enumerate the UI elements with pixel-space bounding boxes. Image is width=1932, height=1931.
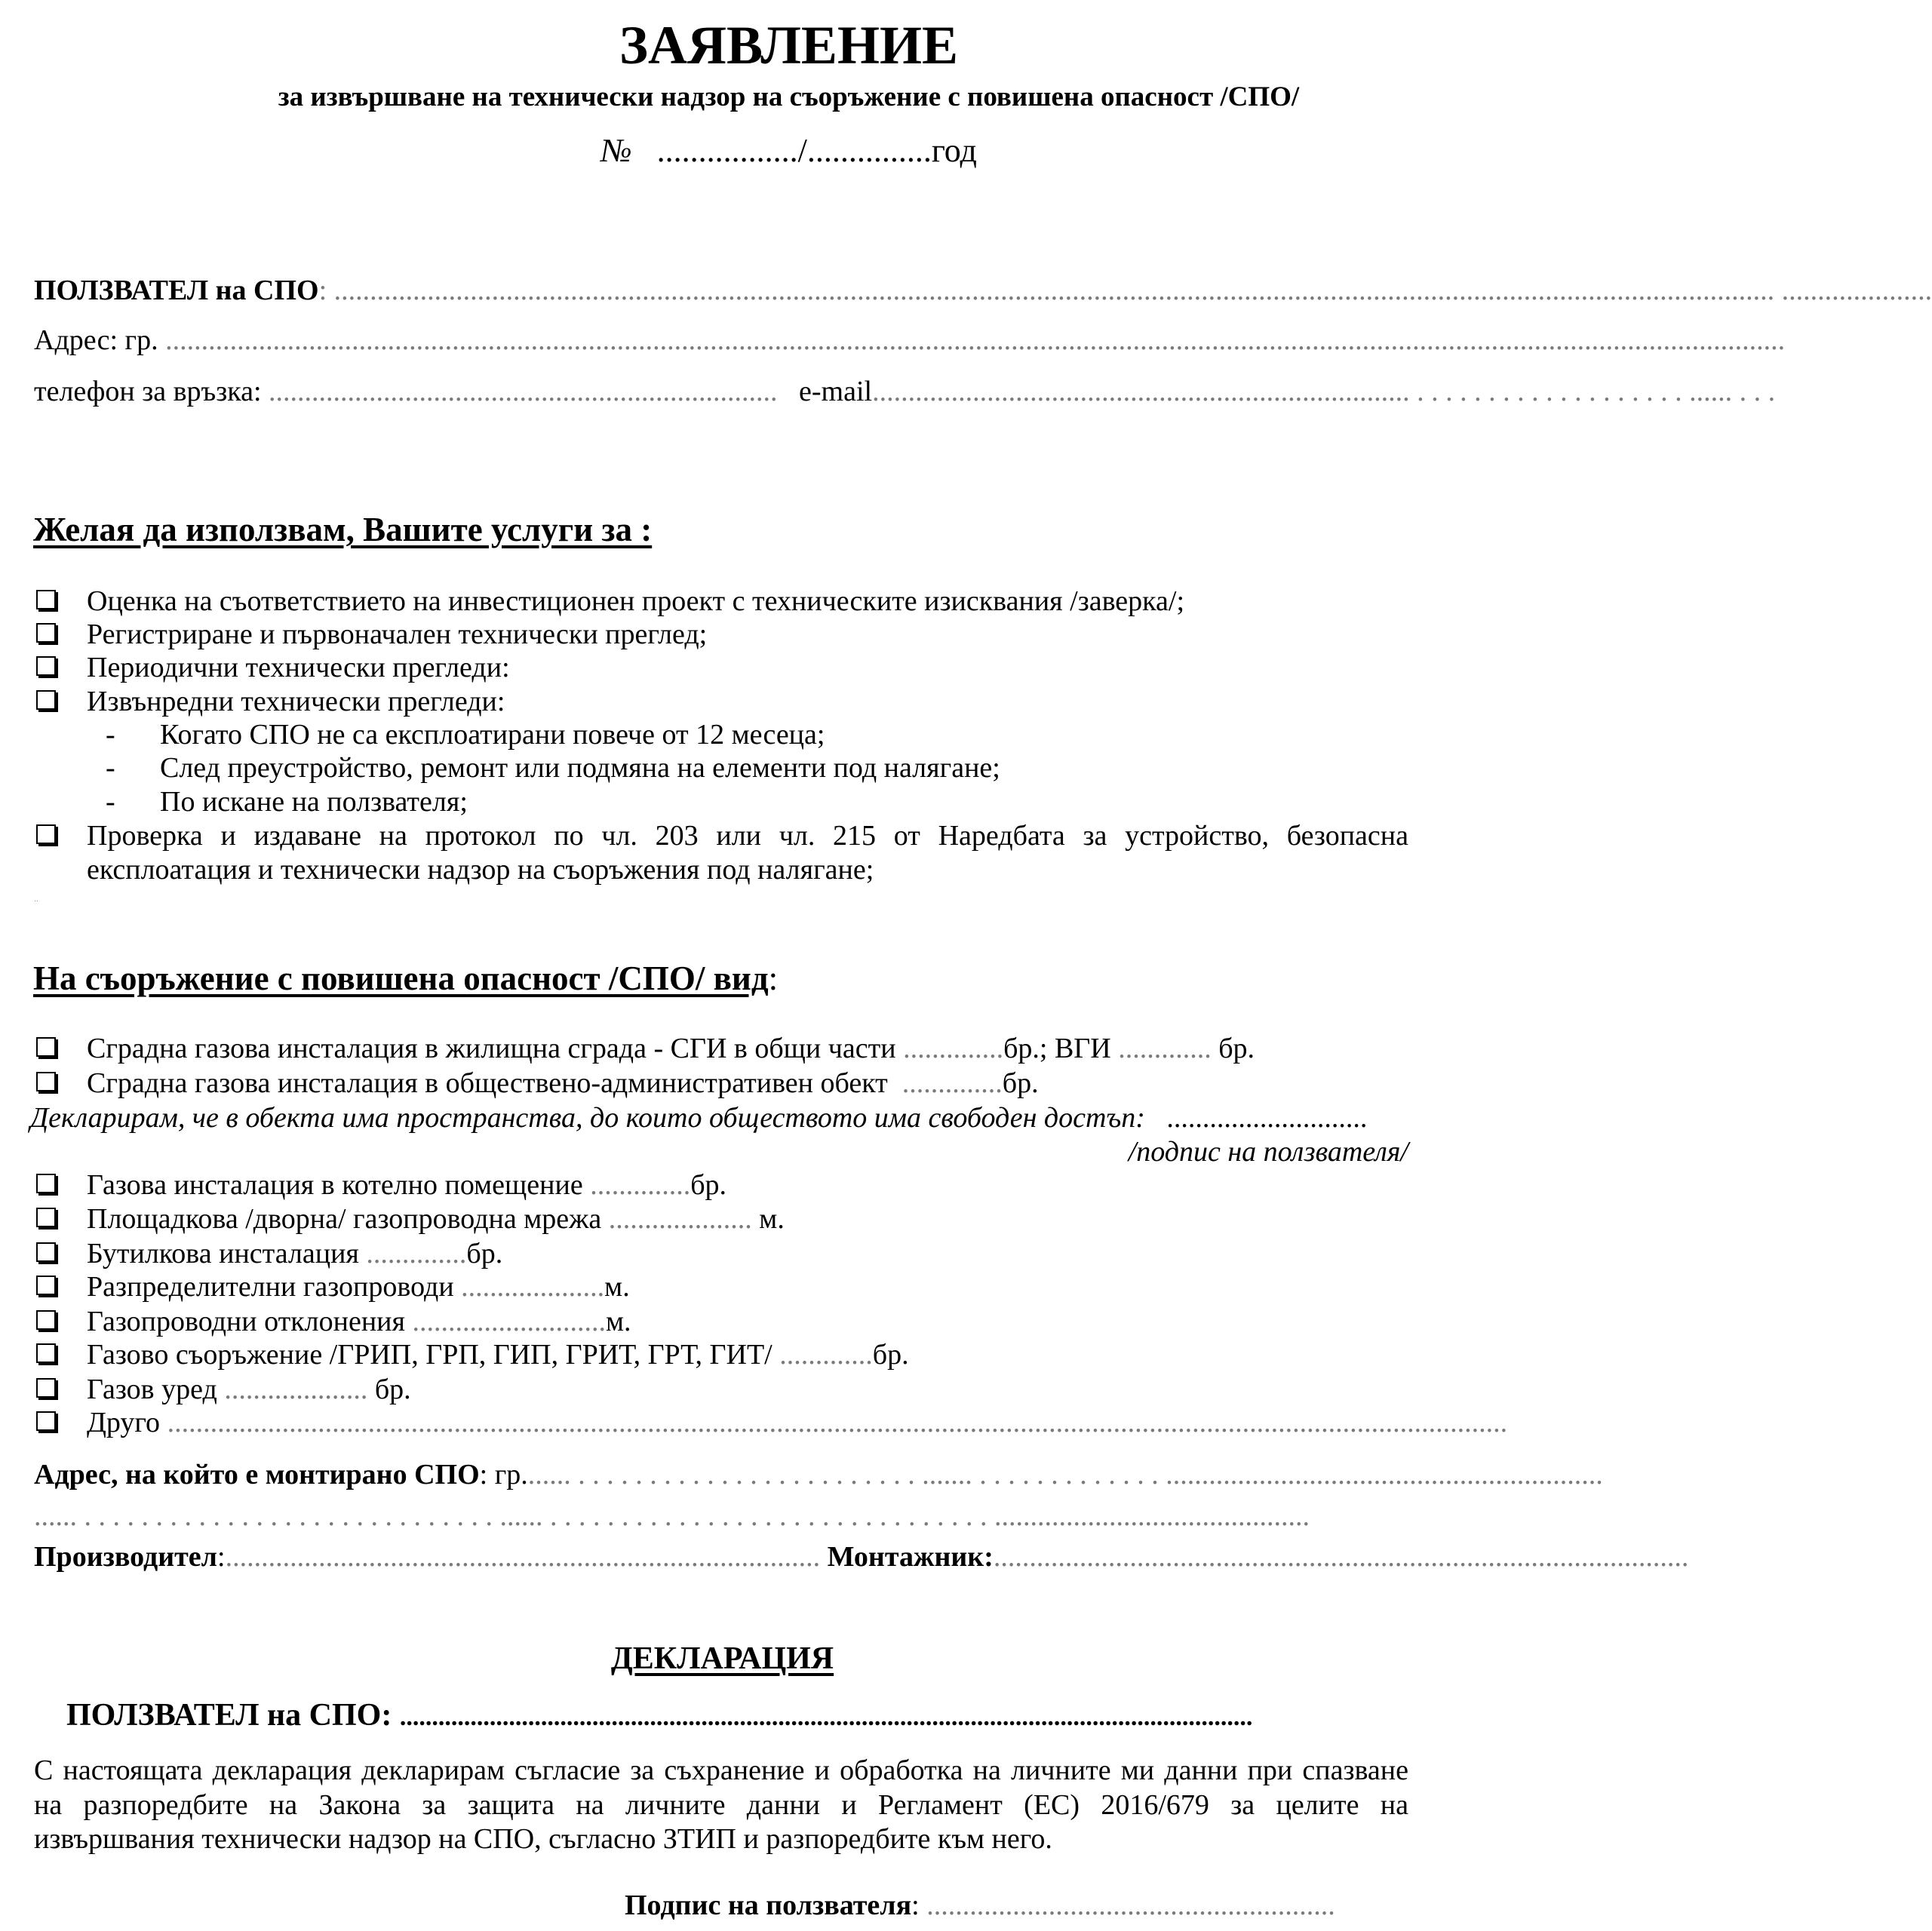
declaration-paragraph-line1: С настоящата декларация декларирам съгласие за съхранение и обработка на личните ми данни при спазване (34, 1754, 1408, 1786)
checkbox-distribution-pipes[interactable] (36, 1276, 56, 1295)
checkbox-gas-equipment[interactable] (36, 1343, 56, 1363)
email-field[interactable]: ........................................................................... . . . . . . . . . . . . . . . . . . . ...... . . . (872, 376, 1776, 407)
checkbox-yard-network[interactable] (36, 1208, 56, 1227)
facility-item-row (87, 1171, 726, 1199)
public-gas-label: Сградна газова инсталация в обществено-административен обект (87, 1067, 888, 1099)
checkbox-service-extraordinary[interactable] (36, 690, 56, 710)
service-protocol-label-line1: Проверка и издаване на протокол по чл. 203 или чл. 215 от Наредбата за устройство, безопасна (87, 820, 1408, 852)
residential-vgi-count-field[interactable]: ............. (1118, 1033, 1212, 1064)
user-colon: : (318, 275, 327, 306)
facility-item-row (87, 1407, 1508, 1438)
phone-field[interactable]: ....................................................................... (269, 376, 778, 407)
facility-item-label: Газова инсталация в котелно помещение (87, 1169, 583, 1201)
residential-gas-row (87, 1034, 1255, 1063)
address-label: Адрес: гр. (34, 324, 158, 356)
facility-item-label: Бутилкова инсталация (87, 1238, 359, 1269)
service-conformity-label: Оценка на съответствието на инвестиционен проект с техническите изисквания /заверка/; (87, 585, 1185, 617)
residential-common-count-field[interactable]: .............. (903, 1033, 1004, 1064)
checkbox-public-gas[interactable] (36, 1072, 56, 1091)
facility-item-count-field[interactable]: .................... (461, 1271, 605, 1303)
facility-item-unit: м. (604, 1271, 630, 1303)
facility-item-row (87, 1239, 502, 1268)
public-gas-row (87, 1069, 1039, 1098)
manufacturer-installer-row (34, 1541, 1689, 1573)
facility-item-unit: м. (606, 1306, 631, 1337)
install-address-row-2 (34, 1502, 1426, 1530)
facility-item-unit: бр. (466, 1238, 503, 1269)
public-gas-count-field[interactable]: .............. (901, 1067, 1003, 1099)
manufacturer-field[interactable]: ................................................................................... (225, 1541, 821, 1573)
public-access-declaration (30, 1104, 1367, 1132)
signature-colon: : (911, 1890, 927, 1921)
contact-row (34, 376, 1776, 407)
checkbox-cylinder-install[interactable] (36, 1242, 56, 1262)
install-address-field-2[interactable]: ...... . . . . . . . . . . . . . . . . . . . . . . . . . . . . . ...... . . . . . . . . . . . . . . . . . . . . . . . . . . . . . . . ............................................ (34, 1500, 1310, 1532)
service-registration-label: Регистриране и първоначален технически преглед; (87, 619, 708, 650)
user-row (34, 275, 1932, 306)
facility-item-unit: бр. (690, 1169, 727, 1201)
checkbox-service-registration[interactable] (36, 623, 56, 643)
checkbox-boiler-room[interactable] (36, 1174, 56, 1193)
facility-heading-colon: : (768, 959, 779, 997)
facility-item-count-field[interactable]: ........................... (412, 1306, 606, 1337)
public-access-text: Декларирам, че в обекта има пространства, до които обществото има свободен достъп: (30, 1102, 1145, 1134)
declaration-user-label: ПОЛЗВАТЕЛ на СПО: (66, 1698, 392, 1733)
user-field[interactable]: ......................................................................................................................................................................................................... ..................... (333, 275, 1932, 306)
facility-item-row (87, 1375, 411, 1404)
dash-bullet-icon: - (106, 752, 115, 784)
facility-item-label: Друго (87, 1407, 161, 1438)
facility-item-label: Газопроводни отклонения (87, 1306, 405, 1337)
signature-field[interactable]: ......................................................... (926, 1890, 1335, 1921)
facility-item-count-field[interactable]: .............. (590, 1169, 691, 1201)
sub-item-user-request: По искане на ползвателя; (160, 786, 468, 818)
signature-caption: /подпис на ползвателя/ (1128, 1136, 1408, 1168)
installer-field[interactable]: ................................................................................................. (993, 1541, 1689, 1573)
application-number-line (0, 134, 1577, 167)
service-extraordinary-label: Извънредни технически прегледи: (87, 686, 505, 717)
signature-label: Подпис на ползвателя (625, 1890, 912, 1921)
residential-gas-label: Сградна газова инсталация в жилищна сграда - СГИ в общи части (87, 1033, 896, 1064)
signature-row (625, 1891, 1335, 1920)
service-protocol-label-line2: експлоатация и технически надзор на съоръжения под налягане; (87, 854, 874, 886)
facility-item-label: Газово съоръжение /ГРИП, ГРП, ГИП, ГРИТ, ГРТ, ГИТ/ (87, 1339, 772, 1371)
install-address-label: Адрес, на който е монтирано СПО (34, 1459, 480, 1490)
sub-item-not-operated: Когато СПО не са експлоатирани повече от 12 месеца; (160, 719, 825, 751)
year-label: год (931, 132, 977, 169)
phone-label: телефон за връзка: (34, 376, 262, 407)
public-access-signature-field[interactable]: ............................ (1166, 1102, 1368, 1134)
number-symbol: № (600, 132, 632, 169)
facility-item-label: Площадкова /дворна/ газопроводна мрежа (87, 1203, 602, 1235)
dash-bullet-icon: - (106, 719, 115, 751)
sub-item-after-repair: След преустройство, ремонт или подмяна на елементи под налягане; (160, 752, 1000, 784)
facility-item-label: Газов уред (87, 1374, 217, 1405)
checkbox-branch-pipes[interactable] (36, 1310, 56, 1330)
declaration-user-field[interactable]: ..................................................................................................................................... (399, 1703, 1253, 1731)
application-number-field[interactable]: ................./............... (656, 132, 932, 169)
email-label: e-mail (799, 376, 873, 407)
declaration-paragraph-line3: извършвания технически надзор на СПО, съгласно ЗТИП и разпоредбите към него. (34, 1823, 1052, 1855)
address-row (34, 324, 1786, 356)
checkbox-service-conformity[interactable] (36, 590, 56, 609)
document-title: ЗАЯВЛЕНИЕ (619, 15, 958, 75)
facility-heading-row (33, 959, 779, 997)
facility-item-row (87, 1205, 785, 1233)
facility-item-unit: м. (751, 1203, 785, 1235)
manufacturer-colon: : (217, 1541, 226, 1573)
declaration-heading-wrap (0, 1643, 1445, 1675)
checkbox-gas-appliance[interactable] (36, 1378, 56, 1398)
declaration-heading: ДЕКЛАРАЦИЯ (610, 1641, 834, 1676)
stray-dots: .. (34, 893, 38, 904)
residential-unit-2: бр. (1218, 1033, 1255, 1064)
other-field[interactable]: ........................................................................................................................................................................................... (167, 1407, 1508, 1438)
checkbox-other[interactable] (36, 1411, 56, 1431)
facility-item-unit: бр. (367, 1374, 411, 1405)
install-address-field[interactable]: ...... . . . . . . . . . . . . . . . . . . . . . . . . ....... . . . . . . . . . . . . . ............................................................. (527, 1459, 1603, 1490)
residential-unit-1: бр.; ВГИ (1003, 1033, 1111, 1064)
address-field[interactable]: .................................................................................................................................................................................................................................. (165, 324, 1786, 356)
facility-item-count-field[interactable]: ............. (779, 1339, 873, 1371)
user-label: ПОЛЗВАТЕЛ на СПО (34, 275, 319, 306)
service-periodic-label: Периодични технически прегледи: (87, 652, 510, 683)
facility-item-count-field[interactable]: .............. (366, 1238, 467, 1269)
facility-item-row (87, 1340, 909, 1369)
services-heading: Желая да използвам, Вашите услуги за : (33, 511, 653, 548)
checkbox-residential-gas[interactable] (36, 1037, 56, 1057)
facility-item-count-field[interactable]: .................... (608, 1203, 752, 1235)
install-address-row (34, 1459, 1603, 1490)
facility-item-count-field[interactable]: .................... (224, 1374, 368, 1405)
facility-item-unit: бр. (872, 1339, 909, 1371)
facility-heading: На съоръжение с повишена опасност /СПО/ вид (33, 959, 769, 997)
installer-label: Монтажник: (827, 1541, 994, 1573)
facility-item-row (87, 1272, 630, 1301)
manufacturer-label: Производител (34, 1541, 217, 1573)
facility-item-label: Разпределителни газопроводи (87, 1271, 454, 1303)
declaration-paragraph-line2: на разпоредбите на Закона за защита на личните данни и Регламент (ЕС) 2016/679 за целите на (34, 1789, 1408, 1821)
install-address-city-label: : гр. (479, 1459, 528, 1490)
document-subtitle: за извършване на технически надзор на съоръжение с повишена опасност /СПО/ (278, 81, 1300, 112)
dash-bullet-icon: - (106, 786, 115, 818)
checkbox-service-protocol[interactable] (36, 824, 56, 844)
facility-item-row (87, 1307, 631, 1336)
declaration-user-row (66, 1699, 1252, 1731)
public-gas-unit: бр. (1002, 1067, 1039, 1099)
checkbox-service-periodic[interactable] (36, 656, 56, 676)
